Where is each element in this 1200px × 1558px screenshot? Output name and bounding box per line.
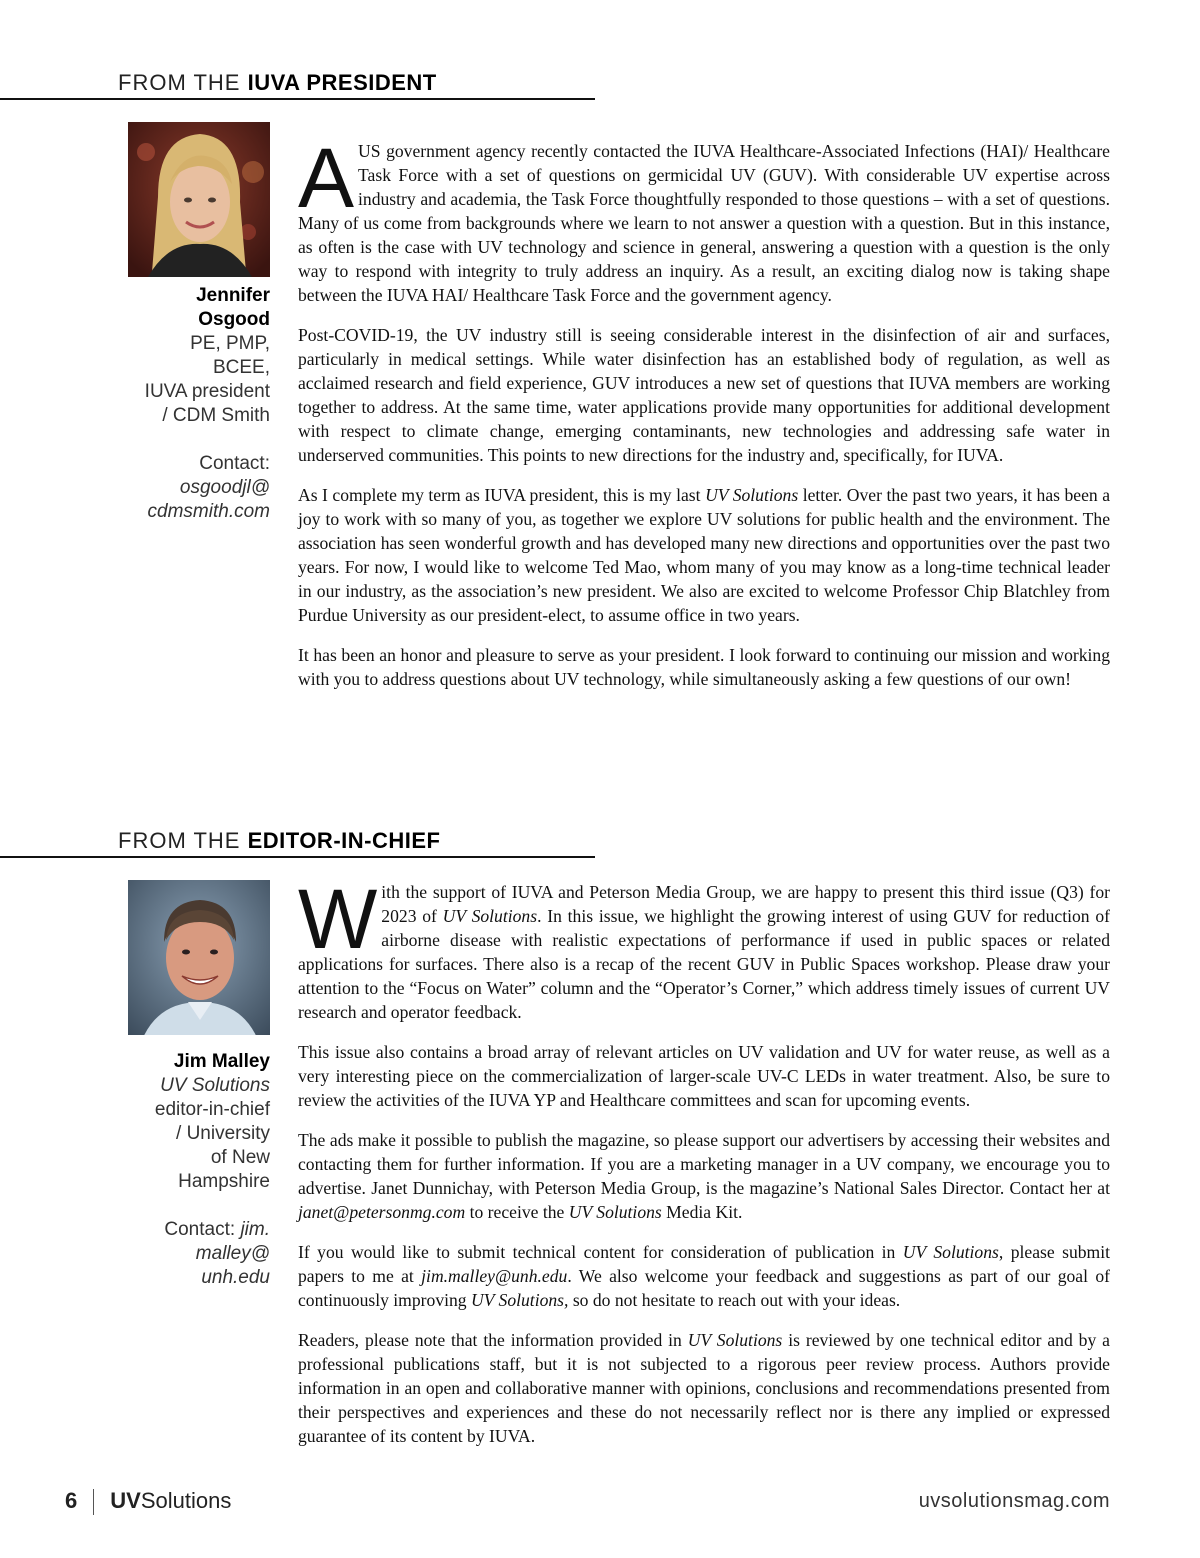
author-photo-jennifer-osgood: [128, 122, 270, 277]
publication-title: UV Solutions: [902, 1242, 999, 1262]
paragraph: It has been an honor and pleasure to serve as your president. I look forward to continuing our mission and working with you to address questions about UV technology, while simultaneously asking a few questions of our own!: [298, 645, 1110, 689]
article-president: [298, 131, 1111, 707]
section-header-president: [0, 70, 595, 100]
author-credentials-line2: BCEE,: [212, 357, 270, 378]
paragraph-text: , please submit papers to me at: [298, 1242, 1111, 1286]
paragraph: [298, 131, 1110, 307]
author-role-line2: / University: [176, 1123, 270, 1144]
author-credentials-line1: PE, PMP,: [190, 333, 270, 354]
author-role-line1: editor-in-chief: [154, 1099, 270, 1120]
header-light-text: FROM THE: [118, 828, 241, 853]
paragraph-text: . We also welcome your feedback and suggestions as part of our goal of continuously improving: [298, 1266, 1111, 1310]
paragraph-text: Readers, please note that the information provided in: [298, 1330, 688, 1350]
section-header-editor: [0, 828, 595, 858]
author-sidebar-editor: [60, 1050, 270, 1290]
contact-email-line1[interactable]: osgoodjl@: [179, 477, 270, 498]
contact-label: Contact:: [199, 453, 270, 474]
contact-label: Contact:: [164, 1219, 241, 1240]
paragraph-text: ith the support of IUVA and Peterson Media Group, we are happy to present this third issue (Q3) for 2023 of: [381, 882, 1110, 926]
author-role-publication: UV Solutions: [160, 1075, 270, 1096]
email-link[interactable]: jim.malley@unh.edu: [421, 1266, 568, 1286]
paragraph-text: US government agency recently contacted the IUVA Healthcare-Associated Infections (HAI)/ Healthcare Task Force with a set of questions on germicidal UV (GUV). With considerable UV expertise across industry and academia, the Task Force thoughtfully responded to those questions – with a set of questions. Many of us come from backgrounds where we learn to not answer a question with a question. But in this instance, as often is the case with UV technology and science in general, answering a question with a question is the only way to respond with integrity to truly address an inquiry. As a result, an exciting dialog now is taking shape between the IUVA HAI/ Healthcare Task Force and the government agency.: [298, 141, 1110, 305]
header-bold-text: EDITOR-IN-CHIEF: [247, 828, 441, 853]
article-editor: [298, 872, 1111, 1464]
author-first-name: Jennifer: [196, 285, 270, 306]
contact-line1: [60, 1218, 270, 1242]
header-bold-text: IUVA PRESIDENT: [247, 70, 437, 95]
brand-uv: UV: [110, 1488, 141, 1513]
paragraph-text: If you would like to submit technical content for consideration of publication in: [298, 1242, 903, 1262]
paragraph: This issue also contains a broad array of relevant articles on UV validation and UV for water reuse, as well as a very interesting piece on the commercialization of larger-scale UV-C LEDs in water treatment. Also, be sure to review the activities of the IUVA YP and Healthcare committees and scan for upcoming events.: [298, 1042, 1110, 1110]
paragraph-text: . In this issue, we highlight the growing interest of using GUV for reduction of airborne disease with realistic expectations of performance if used in public spaces or related applications for surfaces. There also is a recap of the recent GUV in Public Spaces workshop. Please draw your attention to the “Focus on Water” column and the “Operator’s Corner,” which address timely issues of current UV research and operator feedback.: [298, 906, 1110, 1022]
author-role-line2: / CDM Smith: [162, 405, 270, 426]
paragraph: [298, 483, 1110, 627]
paragraph-text: to receive the: [465, 1202, 569, 1222]
author-photo-jim-malley: [128, 880, 270, 1035]
footer-website[interactable]: uvsolutionsmag.com: [918, 1490, 1110, 1512]
drop-cap: W: [298, 872, 378, 966]
paragraph: Post-COVID-19, the UV industry still is seeing considerable interest in the disinfection of air and surfaces, particularly in medical settings. While water disinfection has an established body of regulation, as well as acclaimed research and field experience, GUV introduces a new set of questions that IUVA members are working together to address. At the same time, water applications provide many opportunities for additional development with respect to climate change, emerging contaminants, new technologies and addressing safe water in underserved communities. This points to new directions for the industry and, specifically, for IUVA.: [298, 325, 1110, 465]
contact-email-line2[interactable]: cdmsmith.com: [147, 501, 270, 522]
publication-title: UV Solutions: [442, 906, 538, 926]
paragraph: [298, 1328, 1110, 1448]
paragraph-text: so do not hesitate to reach out with your ideas.: [568, 1290, 901, 1310]
publication-title: UV Solutions: [687, 1330, 783, 1350]
contact-email-part3[interactable]: unh.edu: [201, 1267, 270, 1288]
footer-left: [65, 1488, 231, 1515]
footer-divider: [93, 1489, 94, 1515]
author-role-line1: IUVA president: [144, 381, 270, 402]
paragraph-text: As I complete my term as IUVA president, this is my last: [298, 485, 706, 505]
paragraph: [298, 1128, 1110, 1224]
author-role-line4: Hampshire: [178, 1171, 270, 1192]
paragraph-text: The ads make it possible to publish the magazine, so please support our advertisers by accessing their websites and contacting them for further information. If you are a marketing manager in a UV company, we encourage you to advertise. Janet Dunnichay, with Peterson Media Group, is the magazine’s National Sales Director. Contact her at: [298, 1130, 1110, 1198]
publication-title: UV Solutions: [568, 1202, 662, 1222]
paragraph: [298, 1240, 1110, 1312]
paragraph: [298, 872, 1110, 1024]
drop-cap: A: [298, 131, 355, 225]
paragraph-text: Media Kit.: [661, 1202, 743, 1222]
publication-title: UV Solutions,: [471, 1290, 569, 1310]
page-number: 6: [65, 1488, 78, 1513]
author-role-line3: of New: [210, 1147, 270, 1168]
paragraph-text: is reviewed by one technical editor and by a professional publications staff, but it is not subjected to a rigorous peer review process. Authors provide information in an open and collaborative manner with opinions, conclusions and recommendations presented from their perspectives and experiences and these do not necessarily reflect nor is there any implied or expressed guarantee of its content by IUVA.: [298, 1330, 1110, 1446]
publication-title: UV Solutions: [705, 485, 799, 505]
paragraph-text: letter. Over the past two years, it has been a joy to work with so many of you, as together we explore UV solutions for public health and the environment. The association has seen wonderful growth and has developed many new directions and opportunities over the past two years. For now, I would like to welcome Ted Mao, whom many of you may know as a long-time technical leader in our industry, as the association’s new president. We also are excited to welcome Professor Chip Blatchley from Purdue University as our president-elect, to assume office in two years.: [298, 485, 1111, 625]
contact-email-part2[interactable]: malley@: [195, 1243, 270, 1264]
brand-solutions: Solutions: [140, 1488, 232, 1513]
email-link[interactable]: janet@petersonmg.com: [298, 1202, 466, 1222]
header-light-text: FROM THE: [118, 70, 241, 95]
author-name: Jim Malley: [173, 1051, 270, 1072]
author-last-name: Osgood: [198, 309, 270, 330]
contact-email-part1[interactable]: jim.: [240, 1219, 270, 1240]
author-sidebar-president: [60, 284, 270, 524]
